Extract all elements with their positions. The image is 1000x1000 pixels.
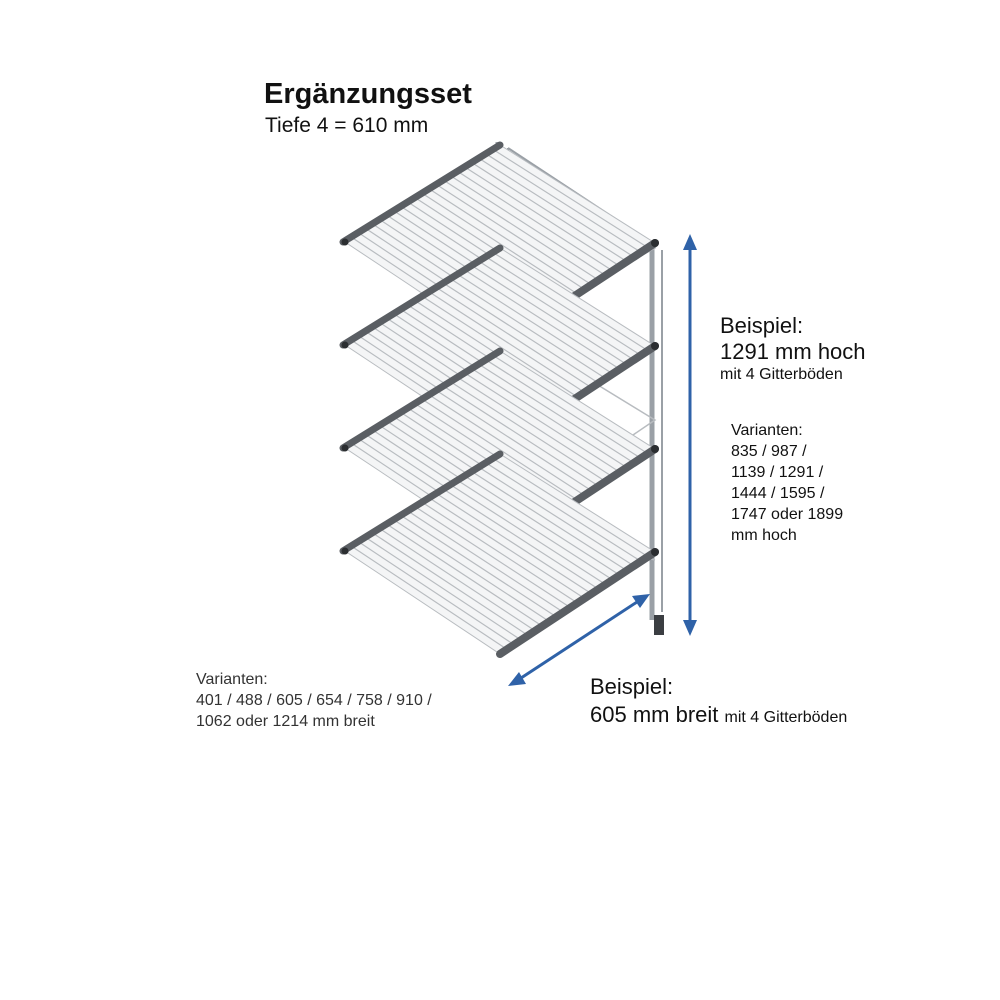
beam-bolt xyxy=(342,548,349,555)
height-variants xyxy=(731,420,843,546)
depth-subtitle: Tiefe 4 = 610 mm xyxy=(265,114,429,137)
beam-bolt xyxy=(651,342,659,350)
beam-bolt xyxy=(342,342,349,349)
height-variants-line: 1444 / 1595 / xyxy=(731,485,825,502)
width-variants-line: 401 / 488 / 605 / 654 / 758 / 910 / xyxy=(196,692,432,709)
beam-bolt xyxy=(342,445,349,452)
height-arrow xyxy=(683,234,697,636)
width-example-line xyxy=(590,701,847,732)
width-variants-heading: Varianten: xyxy=(196,671,268,688)
beam-bolt xyxy=(342,239,349,246)
beam-bolt xyxy=(651,445,659,453)
height-example-value: 1291 mm hoch xyxy=(720,339,866,364)
height-example-note: mit 4 Gitterböden xyxy=(720,366,843,383)
height-example-heading: Beispiel: xyxy=(720,313,804,338)
width-example xyxy=(590,673,847,732)
height-variants-line: mm hoch xyxy=(731,527,797,544)
height-variants-heading: Varianten: xyxy=(731,422,803,439)
height-variants-line: 835 / 987 / xyxy=(731,443,807,460)
height-example xyxy=(720,313,866,385)
page-title: Ergänzungsset xyxy=(264,78,472,110)
height-variants-line: 1747 oder 1899 xyxy=(731,506,844,523)
foot-leveler xyxy=(654,615,664,635)
width-variants-line: 1062 oder 1214 mm breit xyxy=(196,713,375,730)
width-variants xyxy=(196,669,432,732)
beam-bolt xyxy=(651,548,659,556)
width-example-value: 605 mm breit xyxy=(590,702,719,727)
height-variants-line: 1139 / 1291 / xyxy=(731,464,824,481)
beam-bolt xyxy=(651,239,659,247)
shelf-illustration xyxy=(342,142,665,654)
width-example-heading: Beispiel: xyxy=(590,674,674,699)
width-example-note: mit 4 Gitterböden xyxy=(724,709,848,726)
